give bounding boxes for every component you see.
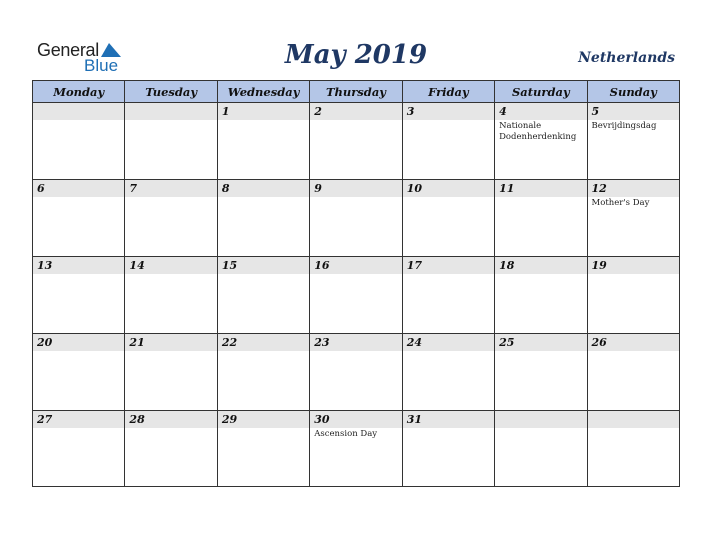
- weekday-thursday: Thursday: [310, 81, 402, 103]
- day-number: 27: [33, 411, 124, 428]
- day-cell: [310, 411, 402, 487]
- logo-blue-text: Blue: [84, 56, 119, 75]
- day-number: 8: [218, 180, 309, 197]
- day-number: 14: [125, 257, 216, 274]
- day-cell: [495, 257, 587, 334]
- day-cell: [310, 334, 402, 411]
- day-number: 29: [218, 411, 309, 428]
- day-number: 26: [588, 334, 679, 351]
- empty-day-cell: [495, 411, 587, 487]
- day-cell: [310, 180, 402, 257]
- day-number: 5: [588, 103, 679, 120]
- day-number: 16: [310, 257, 401, 274]
- day-number: [125, 103, 216, 120]
- day-cell: [33, 257, 125, 334]
- day-cell: [587, 334, 679, 411]
- day-number: 23: [310, 334, 401, 351]
- week-row: [33, 334, 680, 411]
- calendar-grid: [32, 80, 680, 487]
- day-number: 30: [310, 411, 401, 428]
- week-row: [33, 257, 680, 334]
- day-cell: [217, 180, 309, 257]
- weekday-monday: Monday: [33, 81, 125, 103]
- day-number: 1: [218, 103, 309, 120]
- day-cell: [402, 334, 494, 411]
- day-number: 18: [495, 257, 586, 274]
- day-number: 3: [403, 103, 494, 120]
- empty-day-cell: [33, 103, 125, 180]
- day-cell: [402, 411, 494, 487]
- day-number: 28: [125, 411, 216, 428]
- week-row: [33, 103, 680, 180]
- day-number: 4: [495, 103, 586, 120]
- day-cell: [587, 180, 679, 257]
- day-cell: [217, 334, 309, 411]
- day-number: 9: [310, 180, 401, 197]
- day-cell: [217, 257, 309, 334]
- day-number: 19: [588, 257, 679, 274]
- day-number: 25: [495, 334, 586, 351]
- day-cell: [33, 334, 125, 411]
- day-cell: [217, 411, 309, 487]
- empty-day-cell: [125, 103, 217, 180]
- day-cell: [217, 103, 309, 180]
- weekday-tuesday: Tuesday: [125, 81, 217, 103]
- day-cell: [310, 103, 402, 180]
- day-number: 6: [33, 180, 124, 197]
- day-number: 22: [218, 334, 309, 351]
- day-number: [588, 411, 679, 428]
- day-number: [33, 103, 124, 120]
- country-label: Netherlands: [578, 50, 675, 66]
- day-cell: [310, 257, 402, 334]
- day-number: 12: [588, 180, 679, 197]
- holiday-label: Nationale Dodenherdenking: [499, 121, 577, 142]
- weekday-wednesday: Wednesday: [217, 81, 309, 103]
- day-cell: [402, 257, 494, 334]
- day-number: 17: [403, 257, 494, 274]
- holiday-label: Ascension Day: [314, 429, 378, 439]
- day-cell: [125, 257, 217, 334]
- weekday-saturday: Saturday: [495, 81, 587, 103]
- day-number: 11: [495, 180, 586, 197]
- holiday-label: Mother's Day: [591, 198, 650, 208]
- day-cell: [587, 103, 679, 180]
- weekday-friday: Friday: [402, 81, 494, 103]
- week-row: [33, 411, 680, 487]
- day-number: 20: [33, 334, 124, 351]
- day-cell: [33, 180, 125, 257]
- day-cell: [125, 334, 217, 411]
- day-cell: [125, 180, 217, 257]
- day-cell: [125, 411, 217, 487]
- weekday-header-row: [33, 81, 680, 103]
- day-cell: [402, 180, 494, 257]
- weekday-sunday: Sunday: [587, 81, 679, 103]
- day-cell: [587, 257, 679, 334]
- day-number: [495, 411, 586, 428]
- logo-general-text: General: [37, 40, 99, 60]
- week-row: [33, 180, 680, 257]
- empty-day-cell: [587, 411, 679, 487]
- day-number: 7: [125, 180, 216, 197]
- day-number: 24: [403, 334, 494, 351]
- page-title: May 2019: [284, 40, 428, 70]
- holiday-label: Bevrijdingsdag: [591, 121, 657, 131]
- day-cell: [495, 334, 587, 411]
- day-cell: [33, 411, 125, 487]
- day-cell: [495, 103, 587, 180]
- day-number: 13: [33, 257, 124, 274]
- day-number: 10: [403, 180, 494, 197]
- day-number: 31: [403, 411, 494, 428]
- day-number: 21: [125, 334, 216, 351]
- day-cell: [495, 180, 587, 257]
- day-number: 15: [218, 257, 309, 274]
- day-number: 2: [310, 103, 401, 120]
- day-cell: [402, 103, 494, 180]
